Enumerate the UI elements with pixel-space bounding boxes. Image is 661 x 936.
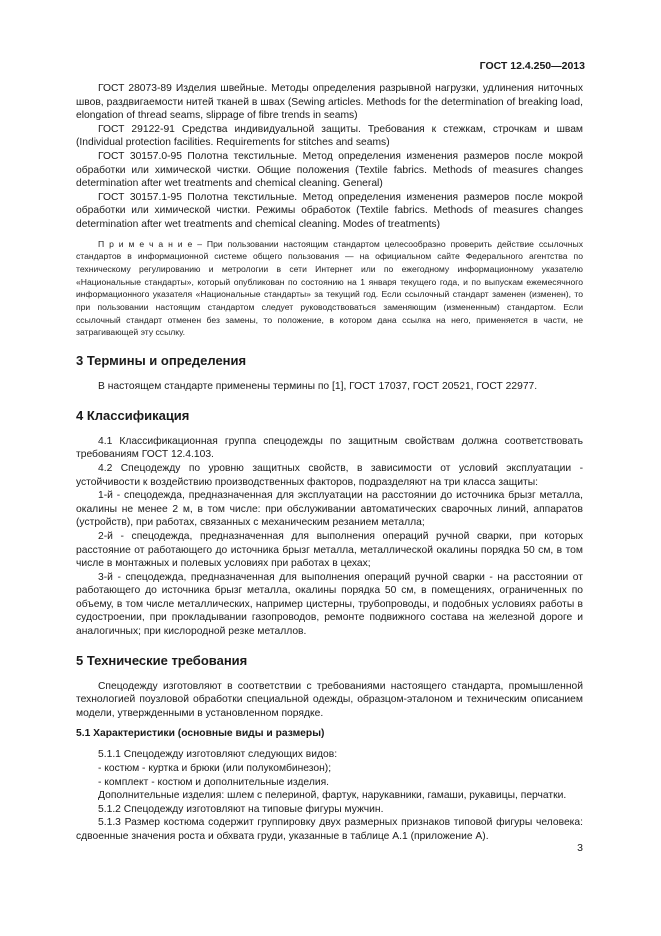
section-5-paragraph: 5.1.1 Спецодежду изготовляют следующих видов: xyxy=(98,749,338,761)
section-4-paragraph: 4.2 Спецодежду по уровню защитных свойств, в зависимости от условий эксплуатации - устойчивости к воздействию производственных факторов, подразделяют на три класса защиты: xyxy=(76,462,583,488)
document-code-header: ГОСТ 12.4.250—2013 xyxy=(479,60,585,72)
section-5-intro: Спецодежду изготовляют в соответствии с требованиями настоящего стандарта, промышленной технологией поузловой обработки специальной одежды, образцом-эталоном и техническим описанием модели, утвержденными в установленном порядке. xyxy=(76,680,583,719)
reference-gost-28073: ГОСТ 28073-89 Изделия швейные. Методы определения разрывной нагрузки, удлинения ниточных швов, раздвигаемости нитей тканей в швах (Sewing articles. Methods for the determination of breaking load, elongation of thread seams, slippage of fibre trends in seams) xyxy=(76,83,583,122)
note-label: П р и м е ч а н и е xyxy=(98,238,193,249)
section-5-paragraph: 5.1.3 Размер костюма содержит группировку двух размерных признаков типовой фигуры человека: сдвоенные значения роста и обхвата груди, указанные в таблице А.1 (приложение А). xyxy=(76,817,583,842)
section-4-paragraph: 1-й - спецодежда, предназначенная для эксплуатации на расстоянии до источника брызг металла, окалины не менее 2 м, в том числе: при обслуживании автоматических сварочных линий, аппаратов (устройств), при работах, связанных с механическим резанием металла; xyxy=(76,490,583,529)
page-number: 3 xyxy=(577,842,583,854)
note-text: – При пользовании настоящим стандартом целесообразно проверить действие ссылочных стандартов в информационной системе общего пользования — на официальном сайте Федерального агентства по техническому регулированию и метрологии в сети Интернет или по ежегодному информационному указателю «Национальные стандарты», который опубликован по состоянию на 1 января текущего года, и по выпускам ежемесячного информационного указателя «Национальные стандарты» за текущий год. Если ссылочный стандарт заменен (изменен), то при пользовании настоящим стандартом следует руководствоваться заменяющим (измененным) стандартом. Если ссылочный стандарт отменен без замены, то положение, в котором дана ссылка на него, применяется в части, не затрагивающей эту ссылку. xyxy=(76,238,584,338)
section-3-text: В настоящем стандарте применены термины по [1], ГОСТ 17037, ГОСТ 20521, ГОСТ 22977. xyxy=(98,381,538,393)
section-5-heading: 5 Технические требования xyxy=(76,652,248,668)
subsection-5-1-heading: 5.1 Характеристики (основные виды и размеры) xyxy=(76,728,325,740)
section-4-paragraph: 4.1 Классификационная группа спецодежды по защитным свойствам должна соответствовать требованиям ГОСТ 12.4.103. xyxy=(76,435,583,461)
section-5-paragraph: - костюм - куртка и брюки (или полукомбинезон); xyxy=(98,763,332,775)
section-3-heading: 3 Термины и определения xyxy=(76,353,247,369)
reference-gost-29122: ГОСТ 29122-91 Средства индивидуальной защиты. Требования к стежкам, строчкам и швам (Individual protection facilities. Requirements for stitches and seams) xyxy=(76,123,583,149)
section-4-paragraph: 3-й - спецодежда, предназначенная для выполнения операций ручной сварки - на расстоянии от работающего до источника брызг металла, окалины порядка 50 см, в помещениях, ограниченных по объему, в том числе металлических, например цистерны, трубопроводы, и подобных условиях работы в судостроении, при прокладывании газопроводов, ремонте подвижного состава на железной дороге и аналогичных; при кислородной резке металлов. xyxy=(76,571,583,638)
note-block xyxy=(76,238,583,340)
section-5-paragraph: - комплект - костюм и дополнительные изделия. xyxy=(98,776,330,788)
reference-gost-30157-1: ГОСТ 30157.1-95 Полотна текстильные. Метод определения изменения размеров после мокрой обработки или химической чистки. Режимы обработок (Textile fabrics. Methods of measures changes determination after wet treatments and chemical cleaning. Modes of treatments) xyxy=(76,191,583,230)
page-content xyxy=(76,82,583,844)
section-5-paragraph: Дополнительные изделия: шлем с пелериной, фартук, нарукавники, гамаши, рукавицы, перчатки. xyxy=(98,790,567,802)
reference-gost-30157-0: ГОСТ 30157.0-95 Полотна текстильные. Метод определения изменения размеров после мокрой обработки или химической чистки. Общие положения (Textile fabrics. Methods of measures changes determination after wet treatments and chemical cleaning. General) xyxy=(76,150,583,190)
section-4-paragraph: 2-й - спецодежда, предназначенная для выполнения операций ручной сварки, при которых расстояние от работающего до источника брызг металла, металлической окалины порядка 50 см, в том числе в монтажных и полевых условиях при работах в цехах; xyxy=(76,530,583,570)
section-4-heading: 4 Классификация xyxy=(76,407,190,423)
section-5-paragraph: 5.1.2 Спецодежду изготовляют на типовые фигуры мужчин. xyxy=(98,803,384,815)
